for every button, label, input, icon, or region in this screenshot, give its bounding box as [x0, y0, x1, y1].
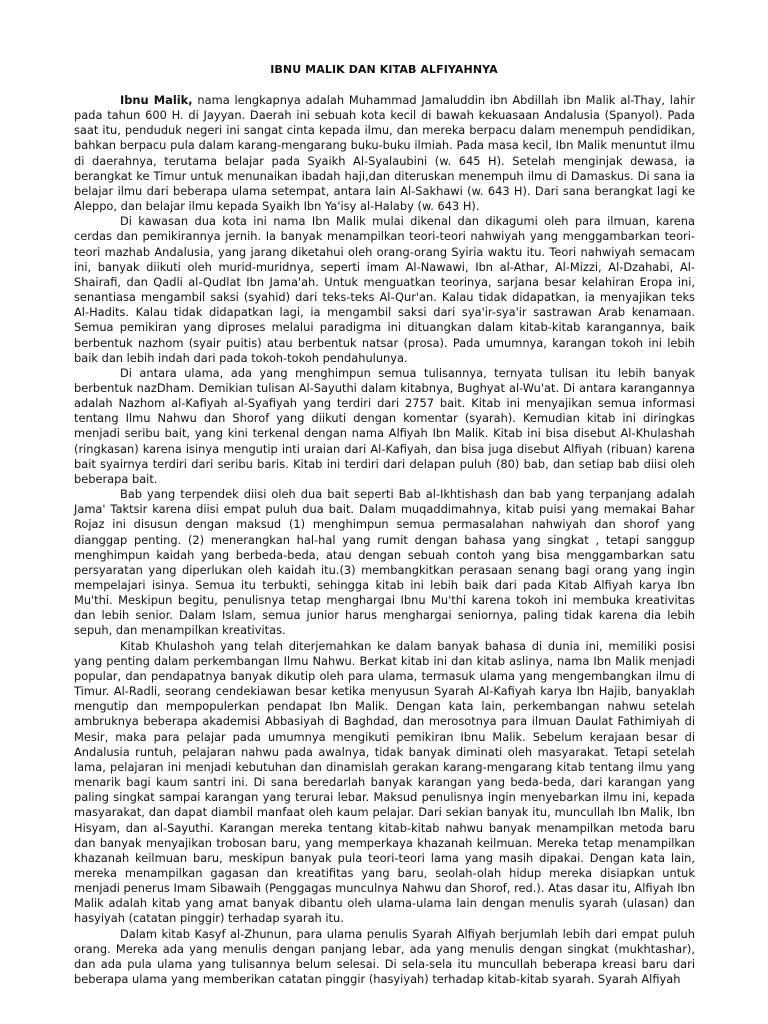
document-body	[74, 93, 695, 987]
paragraph-6	[74, 927, 695, 988]
paragraph-text: Kitab Khulashoh yang telah diterjemahkan ke dalam banyak bahasa di dunia ini, memiliki posisi yang penting dalam perkembangan Ilmu Nahwu. Berkat kitab ini dan kitab aslinya, nama Ibn Malik menjadi popular, dan pendapatnya banyak dikutip oleh para ulama, termasuk ulama yang mengembangkan ilmu di Timur. Al-Radli, seorang cendekiawan besar ketika menyusun Syarah Al-Kafiyah karya Ibn Hajib, banyaklah mengutip dan mempopulerkan pendapat Ibn Malik. Dengan kata lain, perkembangan nahwu setelah ambruknya beberapa akademisi Abbasiyah di Baghdad, dan merosotnya para ilmuan Daulat Fathimiyah di Mesir, maka para pelajar pada umumnya mengikuti pemikiran Ibnu Malik. Sebelum kerajaan besar di Andalusia runtuh, pelajaran nahwu pada awalnya, tidak banyak diminati oleh masyarakat. Tetapi setelah lama, pelajaran ini menjadi kebutuhan dan dinamislah gerakan karang-mengarang kitab tentang ilmu yang menarik bagi kaum santri ini. Di sana beredarlah banyak karangan yang beda-beda, dari karangan yang paling singkat sampai karangan yang terurai lebar. Maksud penulisnya ingin menyebarkan ilmu ini, kepada masyarakat, dan dapat diambil manfaat oleh kaum pelajar. Dari sekian banyak itu, muncullah Ibn Malik, Ibn Hisyam, dan al-Sayuthi. Karangan mereka tentang kitab-kitab nahwu banyak menampilkan metoda baru dan banyak menyajikan trobosan baru, yang memperkaya khazanah keilmuan. Mereka tetap menampilkan khazanah keilmuan baru, meskipun banyak pula teori-teori lama yang masih dipakai. Dengan kata lain, mereka menampilkan gagasan dan kreatifitas yang baru, seolah-olah hidup mereka disiapkan untuk menjadi penerus Imam Sibawaih (Penggagas munculnya Nahwu dan Shorof, red.). Atas dasar itu, Alfiyah Ibn Malik adalah kitab yang amat banyak dibantu oleh ulama-ulama lain dengan menulis syarah (ulasan) dan hasyiyah (catatan pinggir) terhadap syarah itu.	[74, 638, 695, 926]
document-title: IBNU MALIK DAN KITAB ALFIYAHNYA	[270, 63, 498, 76]
paragraph-text: Di antara ulama, ada yang menghimpun semua tulisannya, ternyata tulisan itu lebih banyak berbentuk nazDham. Demikian tulisan Al-Sayuthi dalam kitabnya, Bughyat al-Wu'at. Di antara karangannya adalah Nazhom al-Kafiyah al-Syafiyah yang terdiri dari 2757 bait. Kitab ini menyajikan semua informasi tentang Ilmu Nahwu dan Shorof yang diikuti dengan komentar (syarah). Kemudian kitab ini diringkas menjadi seribu bait, yang kini terkenal dengan nama Alfiyah Ibn Malik. Kitab ini bisa disebut Al-Khulashah (ringkasan) karena isinya mengutip inti uraian dari Al-Kafiyah, dan bisa juga disebut Alfiyah (ribuan) karena bait syairnya terdiri dari seribu baris. Kitab ini terdiri dari delapan puluh (80) bab, dan setiap bab diisi oleh beberapa bait.	[74, 365, 695, 486]
paragraph-lead: Ibnu Malik,	[120, 93, 193, 107]
paragraph-text: Dalam kitab Kasyf al-Zhunun, para ulama penulis Syarah Alfiyah berjumlah lebih dari empat puluh orang. Mereka ada yang menulis dengan panjang lebar, ada yang menulis dengan singkat (mukhtashar), dan ada pula ulama yang tulisannya belum selesai. Di sela-sela itu muncullah beberapa kreasi baru dari beberapa ulama yang memberikan catatan pinggir (hasyiyah) terhadap kitab-kitab syarah. Syarah Alfiyah	[74, 926, 695, 987]
paragraph-2	[74, 214, 695, 366]
paragraph-4	[74, 487, 695, 639]
paragraph-text: Bab yang terpendek diisi oleh dua bait seperti Bab al-Ikhtishash dan bab yang terpanjang adalah Jama' Taktsir karena diisi empat puluh dua bait. Dalam muqaddimahnya, kitab puisi yang memakai Bahar Rojaz ini disusun dengan maksud (1) menghimpun semua permasalahan nahwiyah dan shorof yang dianggap penting. (2) menerangkan hal-hal yang rumit dengan bahasa yang singkat , tetapi sanggup menghimpun kaidah yang berbeda-beda, atau dengan sebuah contoh yang bisa menggambarkan satu persyaratan yang diperlukan oleh kaidah itu.(3) membangkitkan perasaan senang bagi orang yang ingin mempelajari isinya. Semua itu terbukti, sehingga kitab ini lebih baik dari pada Kitab Alfiyah karya Ibn Mu'thi. Meskipun begitu, penulisnya tetap menghargai Ibnu Mu'thi karena tokoh ini membuka kreativitas dan lebih senior. Dalam Islam, semua junior harus menghargai seniornya, paling tidak karena dia lebih sepuh, dan menampilkan kreativitas.	[74, 487, 695, 638]
paragraph-1	[74, 93, 695, 214]
paragraph-text: nama lengkapnya adalah Muhammad Jamaluddin ibn Abdillah ibn Malik al-Thay, lahir pada tahun 600 H. di Jayyan. Daerah ini sebuah kota kecil di bawah kekuasaan Andalusia (Spanyol). Pada saat itu, penduduk negeri ini sangat cinta kepada ilmu, dan mereka berpacu dalam menempuh pendidikan, bahkan berpacu pula dalam karang-mengarang buku-buku ilmiah. Pada masa kecil, Ibn Malik menuntut ilmu di daerahnya, terutama belajar pada Syaikh Al-Syalaubini (w. 645 H). Setelah menginjak dewasa, ia berangkat ke Timur untuk menunaikan ibadah haji,dan diteruskan menempuh ilmu di Damaskus. Di sana ia belajar ilmu dari beberapa ulama setempat, antara lain Al-Sakhawi (w. 643 H). Dari sana berangkat lagi ke Aleppo, dan belajar ilmu kepada Syaikh Ibn Ya'isy al-Halaby (w. 643 H).	[74, 93, 696, 214]
paragraph-3	[74, 366, 695, 487]
paragraph-text: Di kawasan dua kota ini nama Ibn Malik mulai dikenal dan dikagumi oleh para ilmuan, karena cerdas dan pemikirannya jernih. Ia banyak menampilkan teori-teori nahwiyah yang menggambarkan teori-teori mazhab Andalusia, yang jarang diketahui oleh orang-orang Syiria waktu itu. Teori nahwiyah semacam ini, banyak diikuti oleh murid-muridnya, seperti imam Al-Nawawi, Ibn al-Athar, Al-Mizzi, Al-Dzahabi, Al-Shairafi, dan Qadli al-Qudlat Ibn Jama'ah. Untuk menguatkan teorinya, sarjana besar kelahiran Eropa ini, senantiasa mengambil saksi (syahid) dari teks-teks Al-Qur'an. Kalau tidak didapatkan, ia menyajikan teks Al-Hadits. Kalau tidak didapatkan lagi, ia mengambil saksi dari sya'ir-sya'ir sastrawan Arab kenamaan. Semua pemikiran yang diproses melalui paradigma ini dituangkan dalam kitab-kitab karangannya, baik berbentuk nazhom (syair puitis) atau berbentuk natsar (prosa). Pada umumnya, karangan tokoh ini lebih baik dan lebih indah dari pada tokoh-tokoh pendahulunya.	[74, 214, 695, 365]
paragraph-5	[74, 639, 695, 927]
